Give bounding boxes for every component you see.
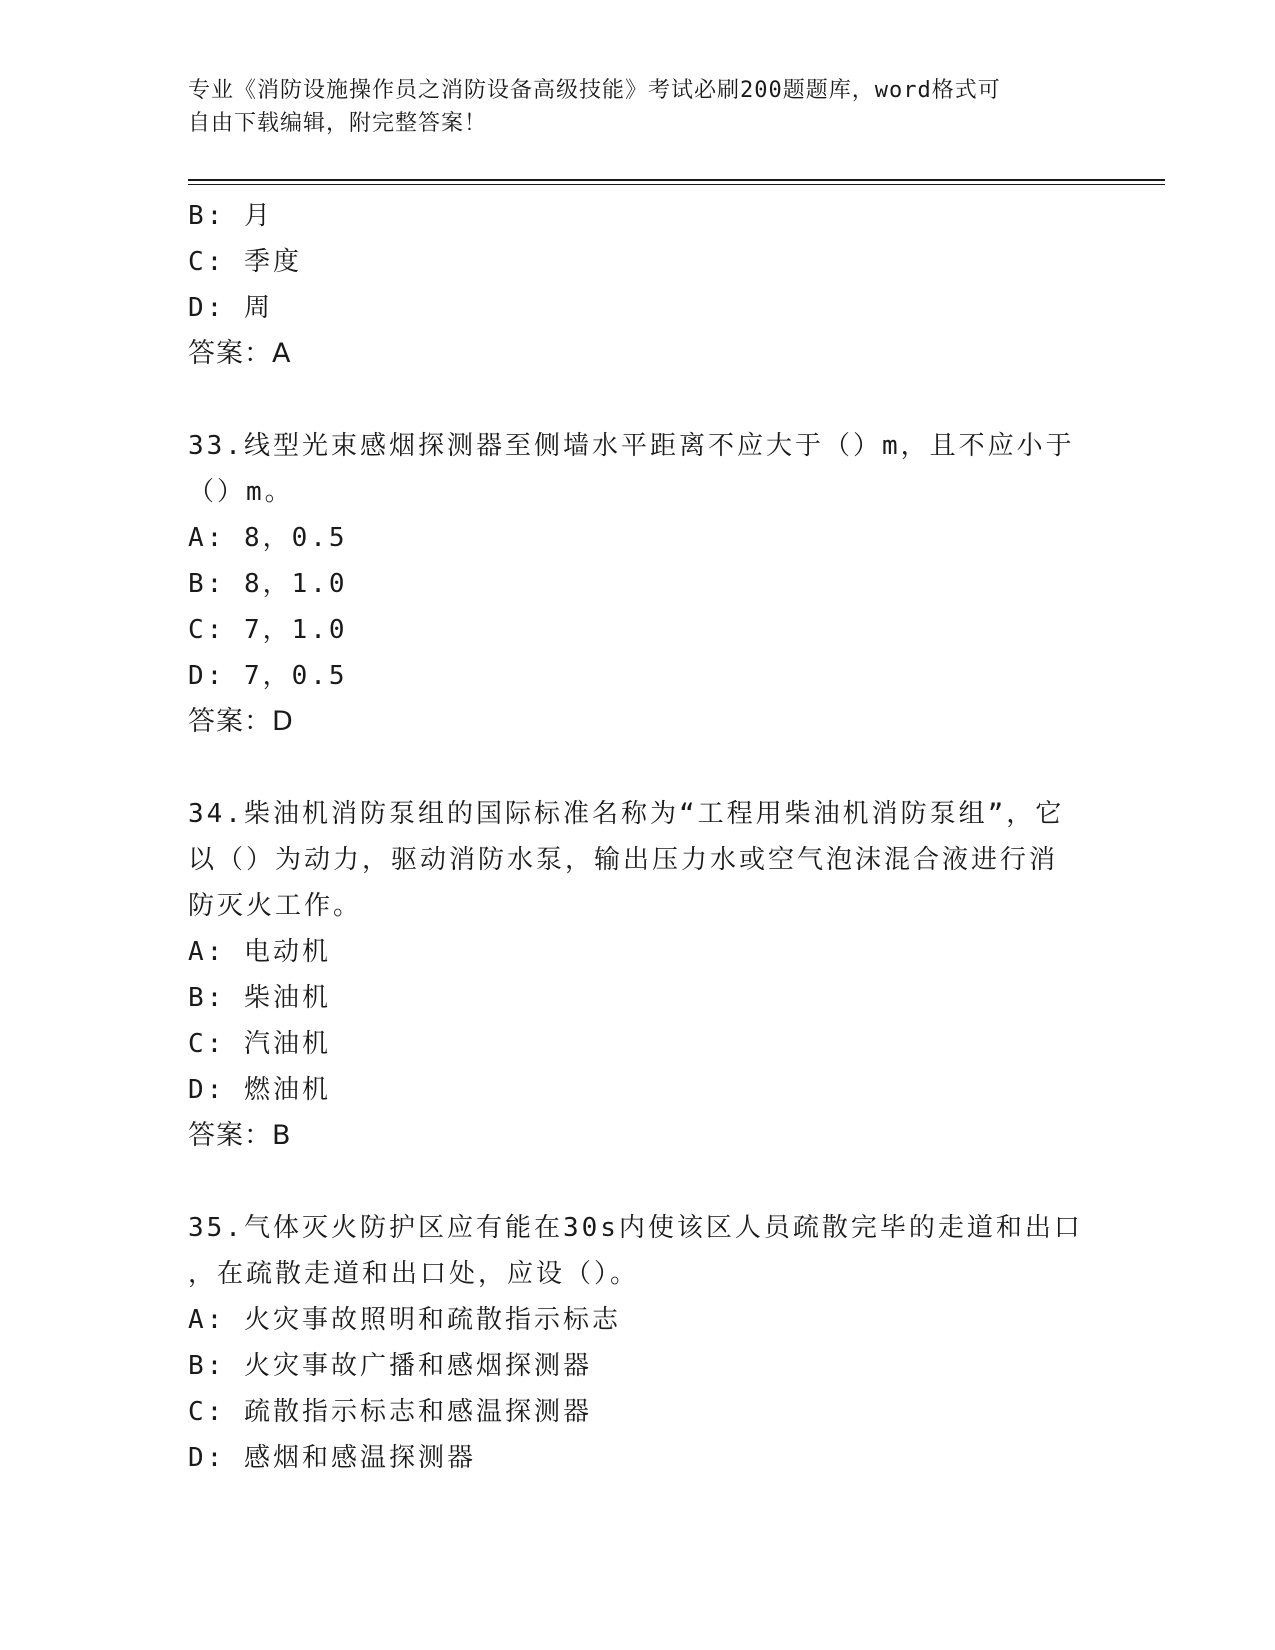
option-b: B: 火灾事故广播和感烟探测器 — [188, 1351, 592, 1381]
option-a: A: 8，0.5 — [188, 523, 348, 553]
question-text-line-1: 34.柴油机消防泵组的国际标准名称为“工程用柴油机消防泵组”，它 — [188, 799, 1065, 829]
question-35 — [188, 1205, 1088, 1481]
answer-line: 答案：A — [188, 338, 292, 369]
question-content — [188, 193, 1088, 1481]
document-header — [188, 74, 1088, 140]
question-text-line-2: 以（）为动力，驱动消防水泵，输出压力水或空气泡沫混合液进行消 — [188, 845, 1059, 875]
question-32-tail — [188, 193, 1088, 377]
header-line-1: 专业《消防设施操作员之消防设备高级技能》考试必刷200题题库，word格式可 — [188, 78, 1001, 103]
answer-line: 答案：B — [188, 1120, 292, 1151]
option-c: C: 7，1.0 — [188, 615, 348, 645]
option-b: B: 8，1.0 — [188, 569, 348, 599]
option-a: A: 电动机 — [188, 937, 331, 967]
option-c: C: 汽油机 — [188, 1029, 331, 1059]
question-text-line-1: 35.气体灭火防护区应有能在30s内使该区人员疏散完毕的走道和出口 — [188, 1213, 1083, 1243]
option-b: B: 柴油机 — [188, 983, 331, 1013]
option-c: C: 季度 — [188, 247, 302, 277]
option-d: D: 感烟和感温探测器 — [188, 1443, 476, 1473]
question-text-line-2: ，在疏散走道和出口处，应设（）。 — [188, 1259, 640, 1289]
option-c: C: 疏散指示标志和感温探测器 — [188, 1397, 592, 1427]
header-divider-thin — [188, 184, 1165, 185]
option-b: B: 月 — [188, 201, 273, 231]
option-d: D: 燃油机 — [188, 1075, 331, 1105]
header-line-2: 自由下载编辑，附完整答案！ — [188, 111, 488, 136]
question-33 — [188, 423, 1088, 745]
question-text-line-1: 33.线型光束感烟探测器至侧墙水平距离不应大于（）m，且不应小于 — [188, 431, 1075, 461]
question-text-line-3: 防灭火工作。 — [188, 891, 363, 921]
question-34 — [188, 791, 1088, 1159]
option-a: A: 火灾事故照明和疏散指示标志 — [188, 1305, 621, 1335]
option-d: D: 7，0.5 — [188, 661, 348, 691]
answer-line: 答案：D — [188, 706, 294, 737]
header-divider-thick — [188, 179, 1165, 181]
option-d: D: 周 — [188, 293, 273, 323]
question-text-line-2: （）m。 — [188, 477, 294, 507]
